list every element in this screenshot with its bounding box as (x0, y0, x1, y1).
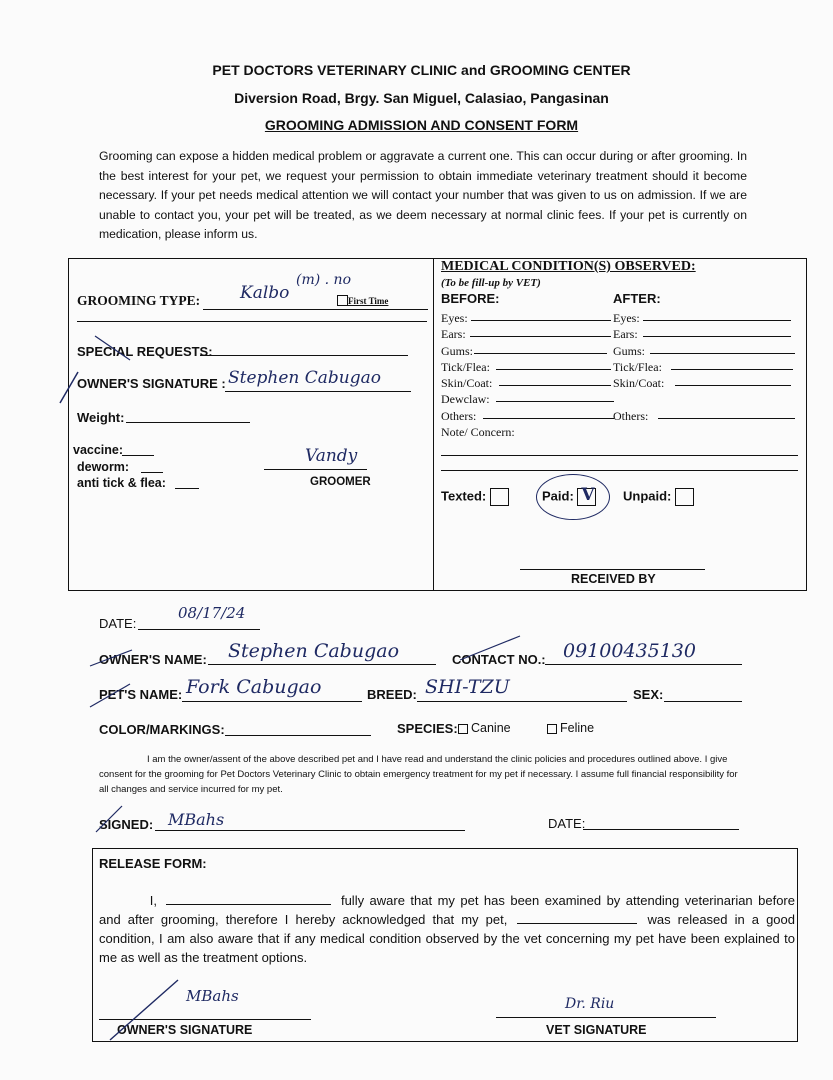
pet-name-label: PET'S NAME: (99, 687, 183, 702)
sex-label: SEX: (633, 687, 664, 702)
after-gums: Gums: (613, 343, 646, 358)
form-title: GROOMING ADMISSION AND CONSENT FORM (264, 117, 579, 133)
release-vet-signature-value[interactable]: Dr. Riu (565, 996, 615, 1012)
received-by-label: RECEIVED BY (571, 572, 656, 586)
before-dewclaw: Dewclaw: (441, 392, 490, 407)
signed-label: SIGNED: (99, 817, 154, 832)
pet-name-value[interactable]: Fork Cabugao (186, 676, 322, 698)
date-label: DATE: (99, 616, 137, 631)
before-gums: Gums: (441, 343, 474, 358)
unpaid-label: Unpaid: (623, 488, 672, 504)
owner-name-label: OWNER'S NAME: (99, 652, 207, 667)
clinic-address: Diversion Road, Brgy. San Miguel, Calasiao, Pangasinan (234, 90, 609, 106)
after-others: Others: (613, 408, 649, 423)
special-requests-label: SPECIAL REQUESTS: (77, 344, 213, 359)
species-label: SPECIES: (397, 721, 458, 736)
release-text-1: fully aware that my pet has been examined by attending veterinarian before and after grooming, therefore I hereby acknowledged that my pet, (99, 893, 795, 927)
before-eyes: Eyes: (441, 311, 468, 325)
grooming-type-value[interactable]: Kalbo (240, 283, 290, 303)
date-value[interactable]: 08/17/24 (178, 604, 246, 622)
release-i: I, (149, 893, 157, 908)
contact-value[interactable]: 09100435130 (563, 640, 696, 662)
consent-paragraph: I am the owner/assent of the above described pet and I have read and understand the clinic policies and procedures outlined above. I give consent for the grooming for Pet Doctors Veterinary Clinic to obtain emergency treatment for my pet if necessary. I assume full financial responsibility for all changes and service incurred for my pet. (99, 754, 738, 795)
clinic-name: PET DOCTORS VETERINARY CLINIC and GROOMING CENTER (212, 62, 631, 78)
grooming-type-extra: (m) . no (296, 272, 351, 288)
before-ears: Ears: (441, 327, 466, 342)
intro-paragraph: Grooming can expose a hidden medical problem or aggravate a current one. This can occur during or after grooming. In the best interest for your pet, we request your permission to obtain immediate veterinary treatment should it become necessary. If your pet needs medical attention we will contact your number that was given to us on admission. If we are unable to contact you, your pet will be treated, as we deem necessary at normal clinic fees. If your pet is currently on medication, please inform us. (99, 149, 747, 241)
before-skincoat: Skin/Coat: (441, 376, 493, 391)
owner-signature-label: OWNER'S SIGNATURE : (77, 376, 226, 391)
breed-label: BREED: (367, 687, 417, 702)
signed-date-label: DATE: (548, 816, 586, 831)
release-title: RELEASE FORM: (99, 856, 207, 871)
paid-label: Paid: (542, 488, 574, 504)
after-ears: Ears: (613, 327, 638, 342)
release-vet-signature-label: VET SIGNATURE (546, 1023, 647, 1037)
deworm-label: deworm: (77, 460, 130, 474)
after-label: AFTER: (613, 291, 661, 306)
before-tickflea: Tick/Flea: (441, 359, 490, 374)
weight-label: Weight: (77, 410, 125, 425)
release-text-2: was released in a good condition, I am also aware that if any medical condition observed by the vet concerning my pet have been explained to me as well as the treatment options. (99, 912, 795, 965)
after-eyes: Eyes: (613, 311, 640, 325)
color-markings-label: COLOR/MARKINGS: (99, 722, 225, 737)
vaccine-label: vaccine: (73, 443, 124, 457)
anti-tick-label: anti tick & flea: (77, 476, 166, 490)
before-label: BEFORE: (441, 291, 500, 306)
owner-signature-value[interactable]: Stephen Cabugao (228, 368, 382, 388)
owner-name-value[interactable]: Stephen Cabugao (228, 640, 400, 662)
medical-title: MEDICAL CONDITION(S) OBSERVED: (441, 259, 696, 274)
after-tickflea: Tick/Flea: (613, 359, 662, 374)
signed-value[interactable]: MBahs (168, 810, 225, 829)
contact-label: CONTACT NO.: (452, 652, 546, 667)
feline-label: Feline (560, 721, 595, 735)
release-owner-signature-value[interactable]: MBahs (186, 987, 239, 1005)
release-owner-signature-label: OWNER'S SIGNATURE (117, 1023, 253, 1037)
texted-label: Texted: (441, 488, 487, 504)
grooming-type-label: GROOMING TYPE: (77, 293, 201, 308)
medical-subtitle: (To be fill-up by VET) (441, 277, 541, 289)
canine-label: Canine (471, 721, 511, 735)
paid-check-mark: V (581, 485, 595, 505)
groomer-signature: Vandy (305, 446, 358, 466)
after-skincoat: Skin/Coat: (613, 376, 665, 391)
first-time-label: First Time (348, 296, 389, 306)
before-others: Others: (441, 408, 477, 423)
groomer-label: GROOMER (310, 476, 371, 488)
breed-value[interactable]: SHI-TZU (425, 676, 510, 698)
note-concern-label: Note/ Concern: (441, 425, 515, 439)
